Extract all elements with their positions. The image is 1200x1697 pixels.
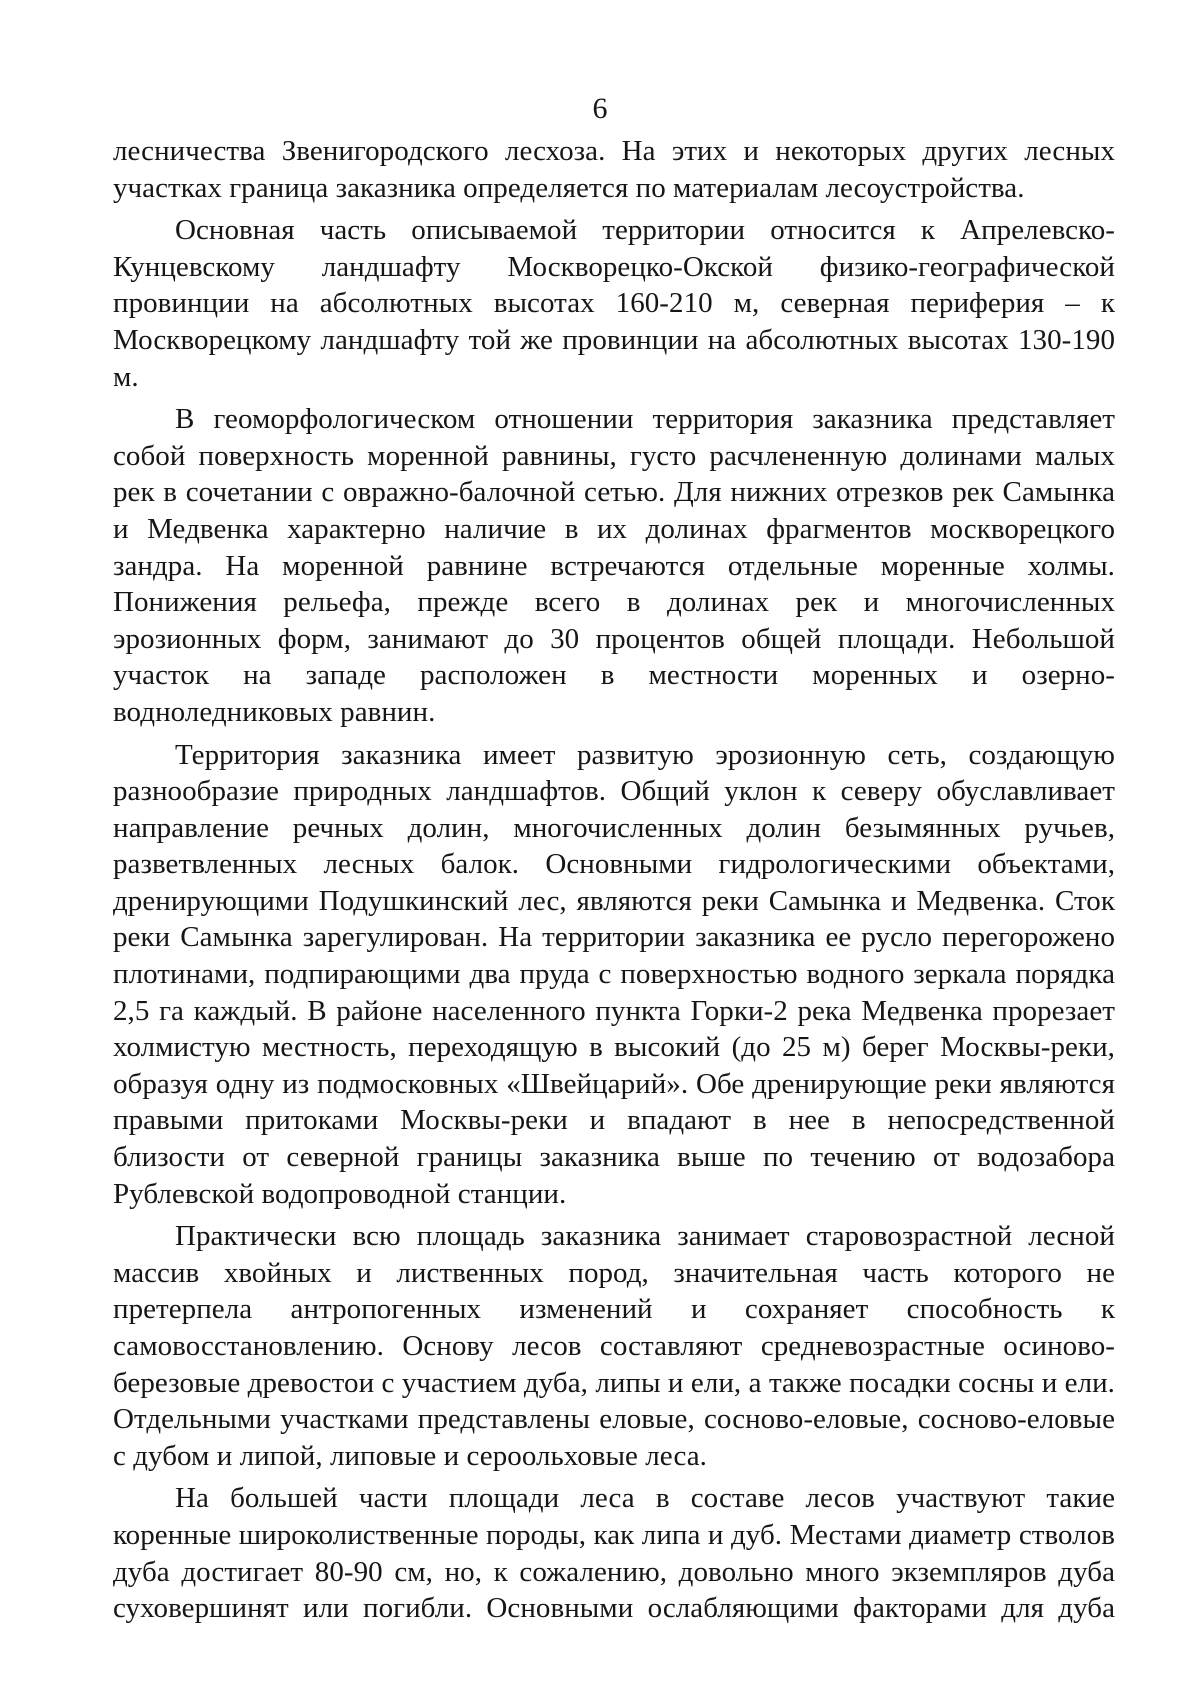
paragraph-4: Территория заказника имеет развитую эрозионную сеть, создающую разнообразие природных ландшафтов. Общий уклон к северу обуславливает направление речных долин, многочисленных долин безымянных ручьев, разветвленных лесных балок. Основными гидрологическими объектами, дренирующими Подушкинский лес, являются реки Самынка и Медвенка. Сток реки Самынка зарегулирован. На территории заказника ее русло перегорожено плотинами, подпирающими два пруда с поверхностью водного зеркала порядка 2,5 га каждый. В районе населенного пункта Горки-2 река Медвенка прорезает холмистую местность, переходящую в высокий (до 25 м) берег Москвы-реки, образуя одну из подмосковных «Швейцарий». Обе дренирующие реки являются правыми притоками Москвы-реки и впадают в нее в непосредственной близости от северной границы заказника выше по течению от водозабора Рублевской водопроводной станции. <box>113 738 1115 1210</box>
paragraph-2: Основная часть описываемой территории относится к Апрелевско-Кунцевскому ландшафту Москворецко-Окской физико-географической провинции на абсолютных высотах 160-210 м, северная периферия – к Москворецкому ландшафту той же провинции на абсолютных высотах 130-190 м. <box>113 214 1115 393</box>
paragraph-5: Практически всю площадь заказника занимает старовозрастной лесной массив хвойных и лиственных пород, значительная часть которого не претерпела антропогенных изменений и сохраняет способность к самовосстановлению. Основу лесов составляют средневозрастные осиново-березовые древостои с участием дуба, липы и ели, а также посадки сосны и ели. Отдельными участками представлены еловые, сосново-еловые, сосново-еловые с дубом и липой, липовые и сероольховые леса. <box>113 1220 1115 1472</box>
page-number: 6 <box>592 92 608 125</box>
paragraph-1: лесничества Звенигородского лесхоза. На этих и некоторых других лесных участках граница заказника определяется по материалам лесоустройства. <box>113 135 1115 204</box>
paragraph-3: В геоморфологическом отношении территория заказника представляет собой поверхность моренной равнины, густо расчлененную долинами малых рек в сочетании с овражно-балочной сетью. Для нижних отрезков рек Самынка и Медвенка характерно наличие в их долинах фрагментов москворецкого зандра. На моренной равнине встречаются отдельные моренные холмы. Понижения рельефа, прежде всего в долинах рек и многочисленных эрозионных форм, занимают до 30 процентов общей площади. Небольшой участок на западе расположен в местности моренных и озерно-водноледниковых равнин. <box>113 403 1115 728</box>
paragraph-6: На большей части площади леса в составе лесов участвуют такие коренные широколиственные породы, как липа и дуб. Местами диаметр стволов дуба достигает 80-90 см, но, к сожалению, довольно много экземпляров дуба суховершинят или погибли. Основными ослабляющими факторами для дуба <box>113 1482 1115 1625</box>
body-text <box>113 133 1115 1633</box>
